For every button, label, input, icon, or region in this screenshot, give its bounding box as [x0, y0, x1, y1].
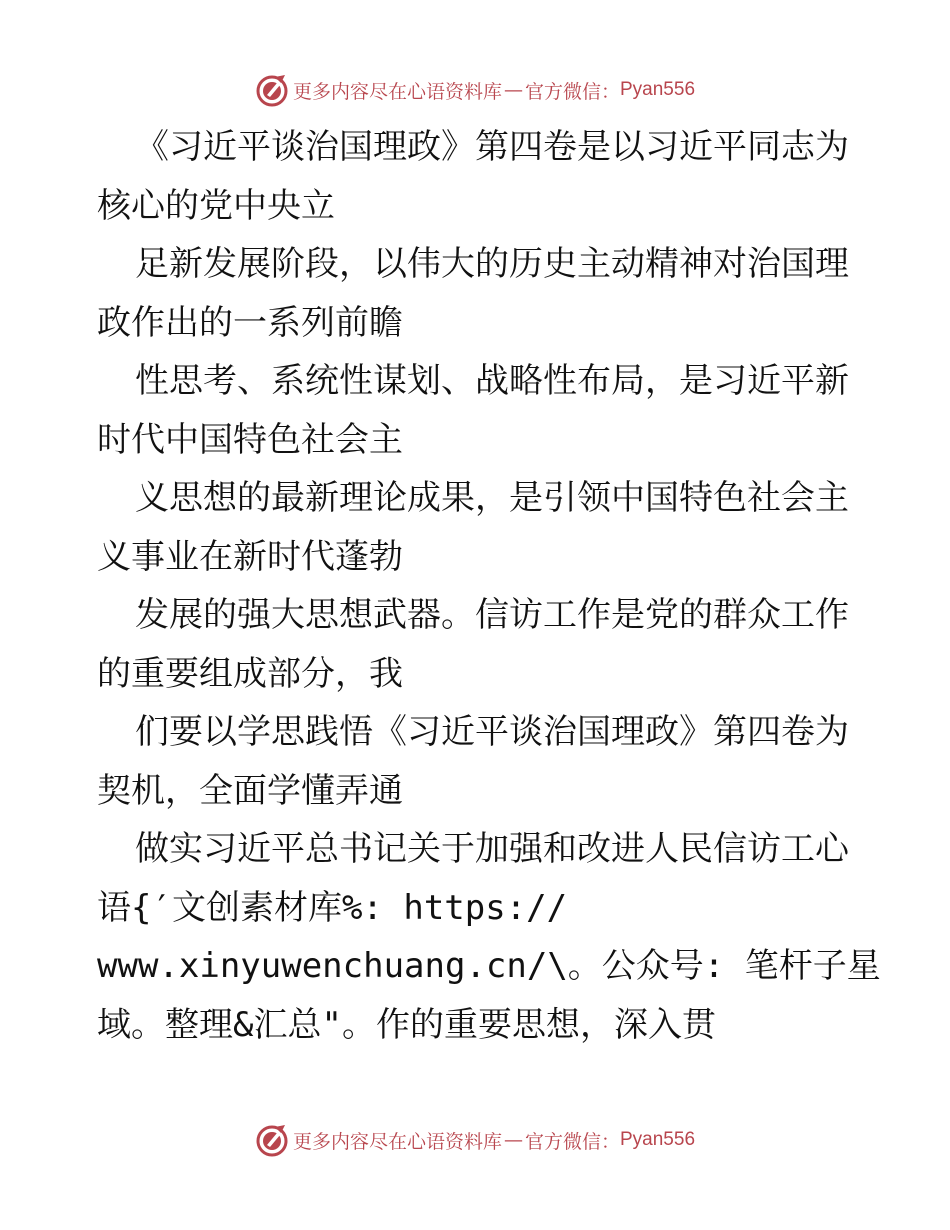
wechat-label: 官方微信： [524, 80, 620, 103]
text-line: 们要以学思践悟《习近平谈治国理政》第四卷为 [135, 712, 849, 752]
text-line: 核心的党中央立 [97, 185, 335, 226]
banner-separator: — [503, 1129, 523, 1151]
quill-pen-seal-icon [255, 73, 289, 107]
text-line: 发展的强大思想武器。信访工作是党的群众工作 [135, 595, 849, 635]
text-line: 时代中国特色社会主 [97, 419, 403, 460]
text-line: 语{′文创素材库%: https:// [97, 887, 568, 928]
banner-text: 更多内容尽在心语资料库 [292, 80, 502, 103]
banner-text: 更多内容尽在心语资料库 [292, 1130, 502, 1153]
text-line: www.xinyuwenchuang.cn/\。公众号: 笔杆子星 [97, 946, 881, 986]
text-line: 做实习近平总书记关于加强和改进人民信访工心 [135, 829, 849, 869]
header-banner [0, 70, 950, 110]
text-line: 政作出的一系列前瞻 [97, 302, 403, 343]
wechat-id: Pyan556 [620, 1129, 696, 1150]
document-body [97, 118, 881, 1054]
text-line: 域。整理&汇总"。作的重要思想，深入贯 [97, 1004, 716, 1045]
wechat-label: 官方微信： [524, 1130, 620, 1153]
text-line: 契机，全面学懂弄通 [97, 770, 403, 811]
text-line: 性思考、系统性谋划、战略性布局，是习近平新 [135, 361, 849, 401]
text-line: 足新发展阶段，以伟大的历史主动精神对治国理 [135, 244, 849, 284]
text-line: 义思想的最新理论成果，是引领中国特色社会主 [135, 478, 849, 518]
banner-separator: — [503, 79, 523, 101]
wechat-id: Pyan556 [620, 79, 696, 100]
quill-pen-seal-icon [255, 1123, 289, 1157]
footer-banner [0, 1120, 950, 1160]
text-line: 的重要组成部分，我 [97, 653, 403, 694]
text-line: 义事业在新时代蓬勃 [97, 536, 403, 577]
text-line: 《习近平谈治国理政》第四卷是以习近平同志为 [135, 127, 849, 167]
